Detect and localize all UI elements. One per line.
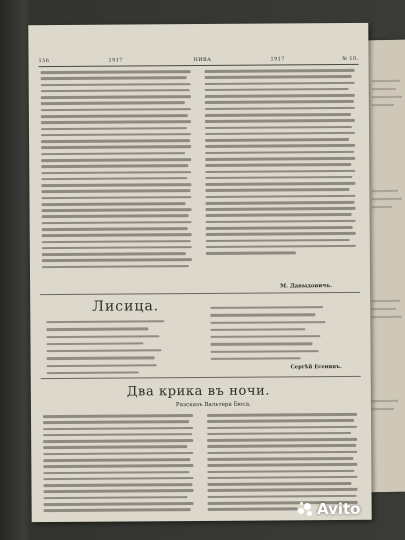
avito-brand-text: Avito xyxy=(317,500,361,518)
magazine-page xyxy=(28,23,371,522)
story-title: Два крика въ ночи. xyxy=(126,383,271,400)
poem-stanza-right xyxy=(210,306,338,365)
header-year-right: 1917 xyxy=(270,56,285,63)
poem-stanza-left xyxy=(46,320,174,379)
article-signature: М. Давыдовичъ. xyxy=(280,283,333,290)
section-divider xyxy=(40,292,360,295)
avito-watermark xyxy=(298,500,360,518)
magazine-title: НИВА xyxy=(193,56,212,64)
story-subtitle: Разсказъ Вальтера Бюса. xyxy=(175,401,251,409)
story-column-left xyxy=(43,414,194,519)
page-number: 156 xyxy=(38,58,50,65)
article-column-right xyxy=(205,69,356,282)
adjacent-page-edge xyxy=(366,40,405,493)
header-year-left: 1917 xyxy=(108,57,123,64)
article-column-left xyxy=(41,70,192,283)
poem-title: Лисица. xyxy=(92,298,160,315)
avito-logo-icon xyxy=(298,502,313,517)
poem-author: Сергѣй Есенинъ. xyxy=(290,364,342,371)
issue-number: № 10. xyxy=(342,55,359,63)
page-header xyxy=(38,56,358,67)
